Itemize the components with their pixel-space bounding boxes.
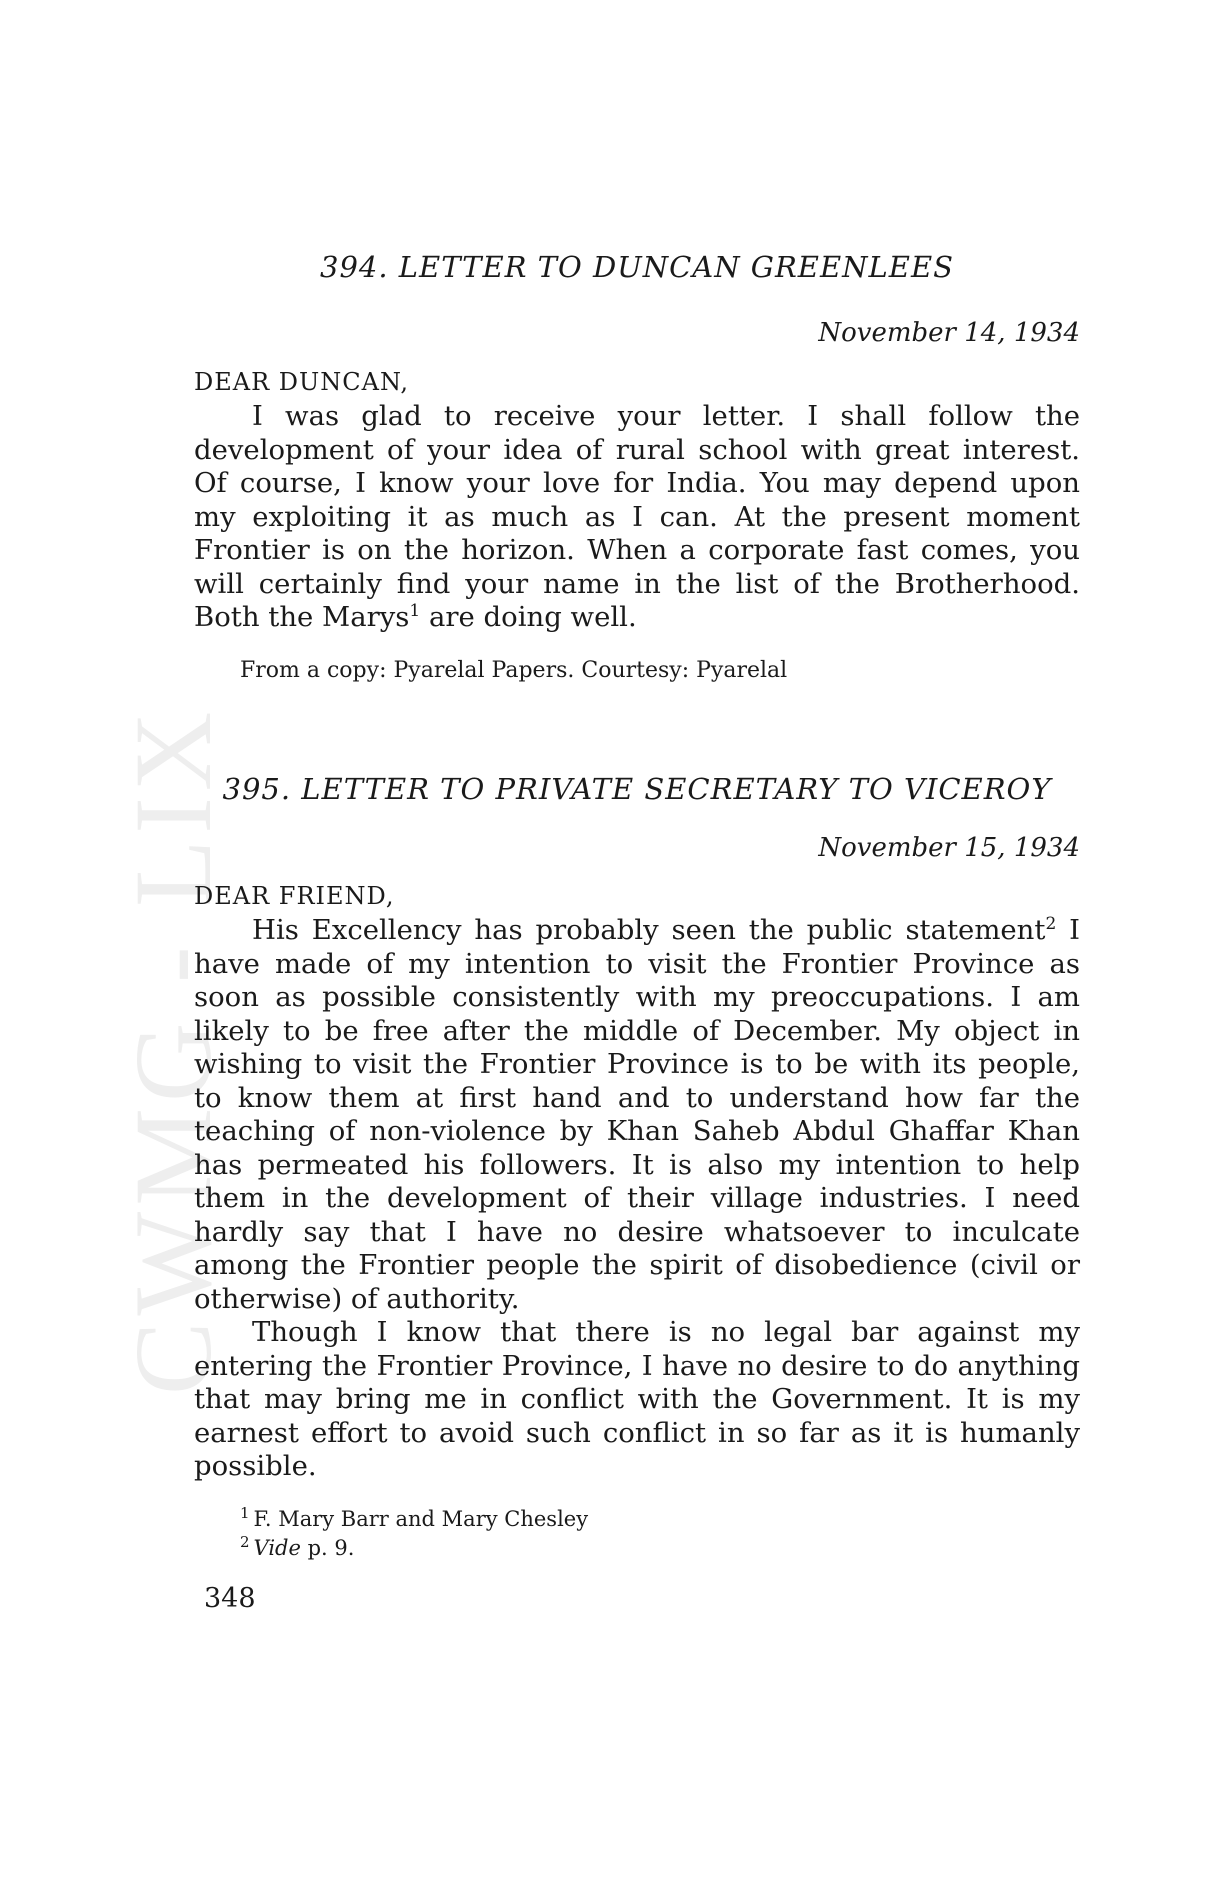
letter-395-salutation: DEAR FRIEND, (194, 882, 395, 910)
letter-394-heading: 394. LETTER TO DUNCAN GREENLEES (320, 250, 954, 284)
footnote-text: F. Mary Barr and Mary Chesley (253, 1507, 589, 1531)
letter-395-body (194, 914, 1080, 1484)
watermark: CWMG - LIX (112, 705, 234, 1395)
footnote-text: p. 9. (300, 1536, 355, 1560)
paragraph-text: Though I know that there is no legal bar against my entering the Frontier Province, I have no desire to do anything that may bring me in conflict with the Government. It is my earnest effort to avoid such conflict in so far as it is humanly possible. (194, 1316, 1080, 1482)
letter-395-paragraph-1 (194, 914, 1080, 1316)
letter-394-date: November 14, 1934 (818, 318, 1080, 348)
footnotes (240, 1505, 588, 1563)
paragraph-tail: are doing well. (420, 601, 637, 633)
letter-394-paragraph (194, 400, 1080, 635)
footnote-ref-2: 2 (1045, 913, 1057, 934)
page-number: 348 (204, 1583, 256, 1614)
paragraph-tail: I have made of my intention to visit the Frontier Province as soon as possible consistently with my preoccupations. I am likely to be free after the middle of December. My object in wishing to visit the Frontier Province is to be with its people, to know them at first hand and to understand how far the teaching of non-violence by Khan Saheb Abdul Ghaffar Khan has permeated his followers. It is also my intention to help them in the development of their village industries. I need hardly say that I have no desire whatsoever to inculcate among the Frontier people the spirit of disobedience (civil or otherwise) of authority. (194, 914, 1080, 1315)
letter-394-source: From a copy: Pyarelal Papers. Courtesy: Pyarelal (240, 658, 788, 683)
paragraph-text: I was glad to receive your letter. I shall follow the development of your idea of rural school with great interest. Of course, I know your love for India. You may depend upon my exploiting it as much as I can. At the present moment Frontier is on the horizon. When a corporate fast comes, you will certainly find your name in the list of the Brotherhood. Both the Marys (194, 400, 1080, 633)
letter-395-heading: 395. LETTER TO PRIVATE SECRETARY TO VICEROY (222, 772, 1052, 806)
letter-394-body (194, 400, 1080, 635)
footnote-ref-1: 1 (409, 600, 421, 621)
footnote-number: 2 (240, 1533, 250, 1551)
letter-395-paragraph-2 (194, 1316, 1080, 1484)
footnote-1 (240, 1505, 588, 1534)
paragraph-text: His Excellency has probably seen the public statement (252, 914, 1046, 946)
footnote-italic: Vide (253, 1536, 301, 1560)
footnote-2 (240, 1534, 588, 1563)
letter-395-date: November 15, 1934 (818, 833, 1080, 863)
letter-394-salutation: DEAR DUNCAN, (194, 368, 410, 396)
footnote-number: 1 (240, 1504, 250, 1522)
